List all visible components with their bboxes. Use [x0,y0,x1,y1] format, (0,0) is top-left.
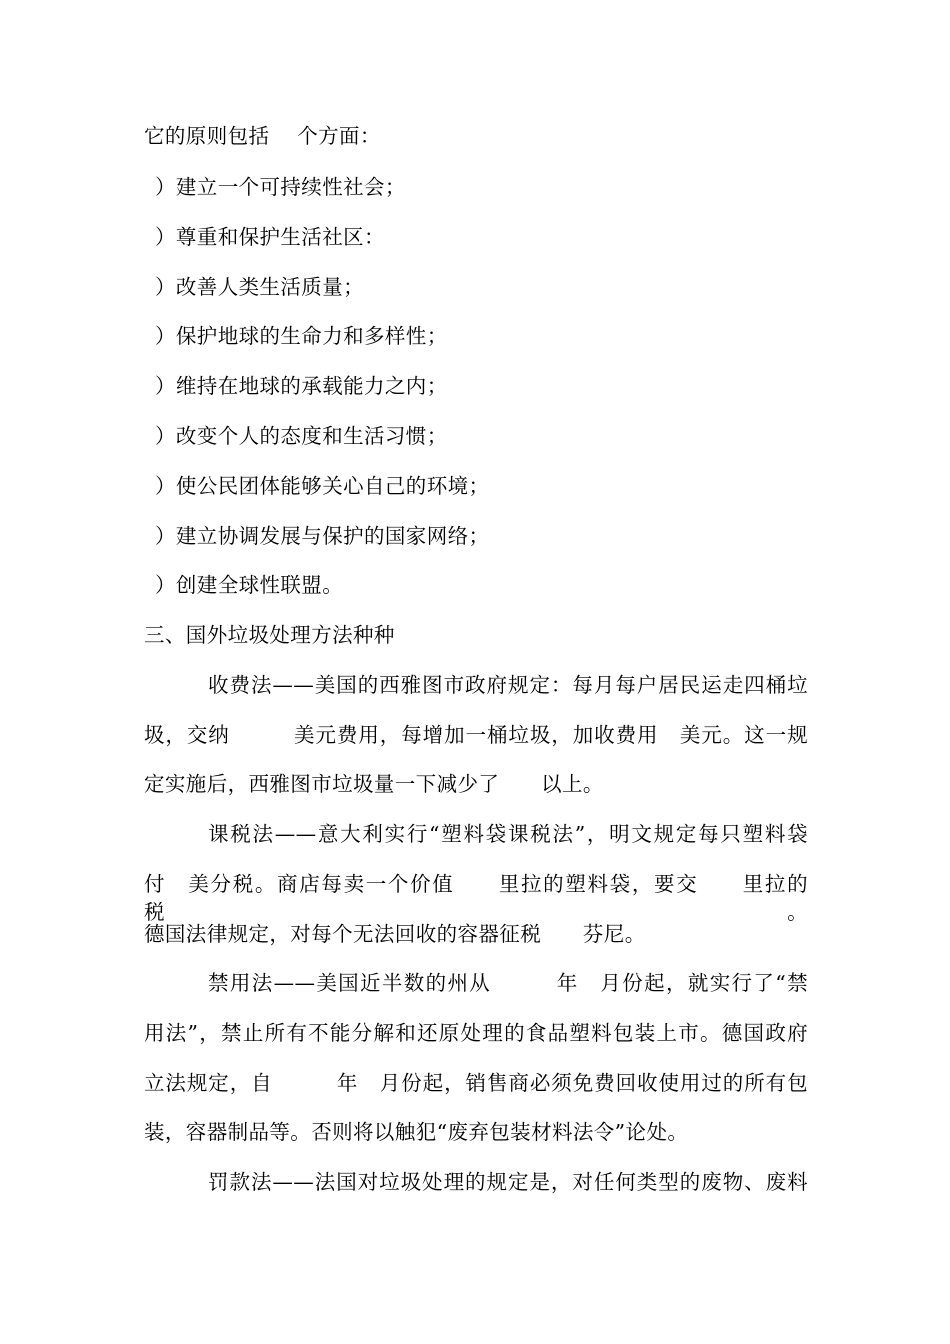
paragraph-line: 用法”，禁止所有不能分解和还原处理的食品塑料包装上市。德国政府 [144,1021,808,1045]
principle-item: ）维持在地球的承载能力之内； [155,374,448,398]
paragraph-line: 定实施后，西雅图市垃圾量一下减少了 以上。 [144,772,604,796]
paragraph-line: 禁用法——美国近半数的州从 年 月份起，就实行了“禁 [208,971,808,995]
paragraph-line: 收费法——美国的西雅图市政府规定：每月每户居民运走四桶垃 [208,673,808,697]
paragraph-line: 付 美分税。商店每卖一个价值 里拉的塑料袋，要交 里拉的税。 [144,872,808,924]
paragraph-line: 课税法——意大利实行“塑料袋课税法”，明文规定每只塑料袋 [208,822,808,846]
paragraph-line: 装，容器制品等。否则将以触犯“废弃包装材料法令”论处。 [144,1120,689,1144]
section-heading: 三、国外垃圾处理方法种种 [144,623,395,647]
principle-item: ）改善人类生活质量； [155,275,364,299]
principle-item: ）改变个人的态度和生活习惯； [155,424,448,448]
paragraph-line: 圾，交纳 美元费用，每增加一桶垃圾，加收费用 美元。这一规 [144,723,808,747]
principle-item: ）尊重和保护生活社区： [155,225,385,249]
principle-item: ）使公民团体能够关心自己的环境； [155,474,490,498]
paragraph-line: 德国法律规定，对每个无法回收的容器征税 芬尼。 [144,922,646,946]
principle-item: ）建立一个可持续性社会； [155,175,406,199]
principles-intro: 它的原则包括 个方面： [144,124,381,148]
principle-item: ）建立协调发展与保护的国家网络； [155,524,490,548]
paragraph-line: 罚款法——法国对垃圾处理的规定是，对任何类型的废物、废料 [208,1170,808,1194]
principle-item: ）创建全球性联盟。 [155,573,344,597]
paragraph-line: 立法规定，自 年 月份起，销售商必须免费回收使用过的所有包 [144,1071,808,1095]
principle-item: ）保护地球的生命力和多样性； [155,324,448,348]
